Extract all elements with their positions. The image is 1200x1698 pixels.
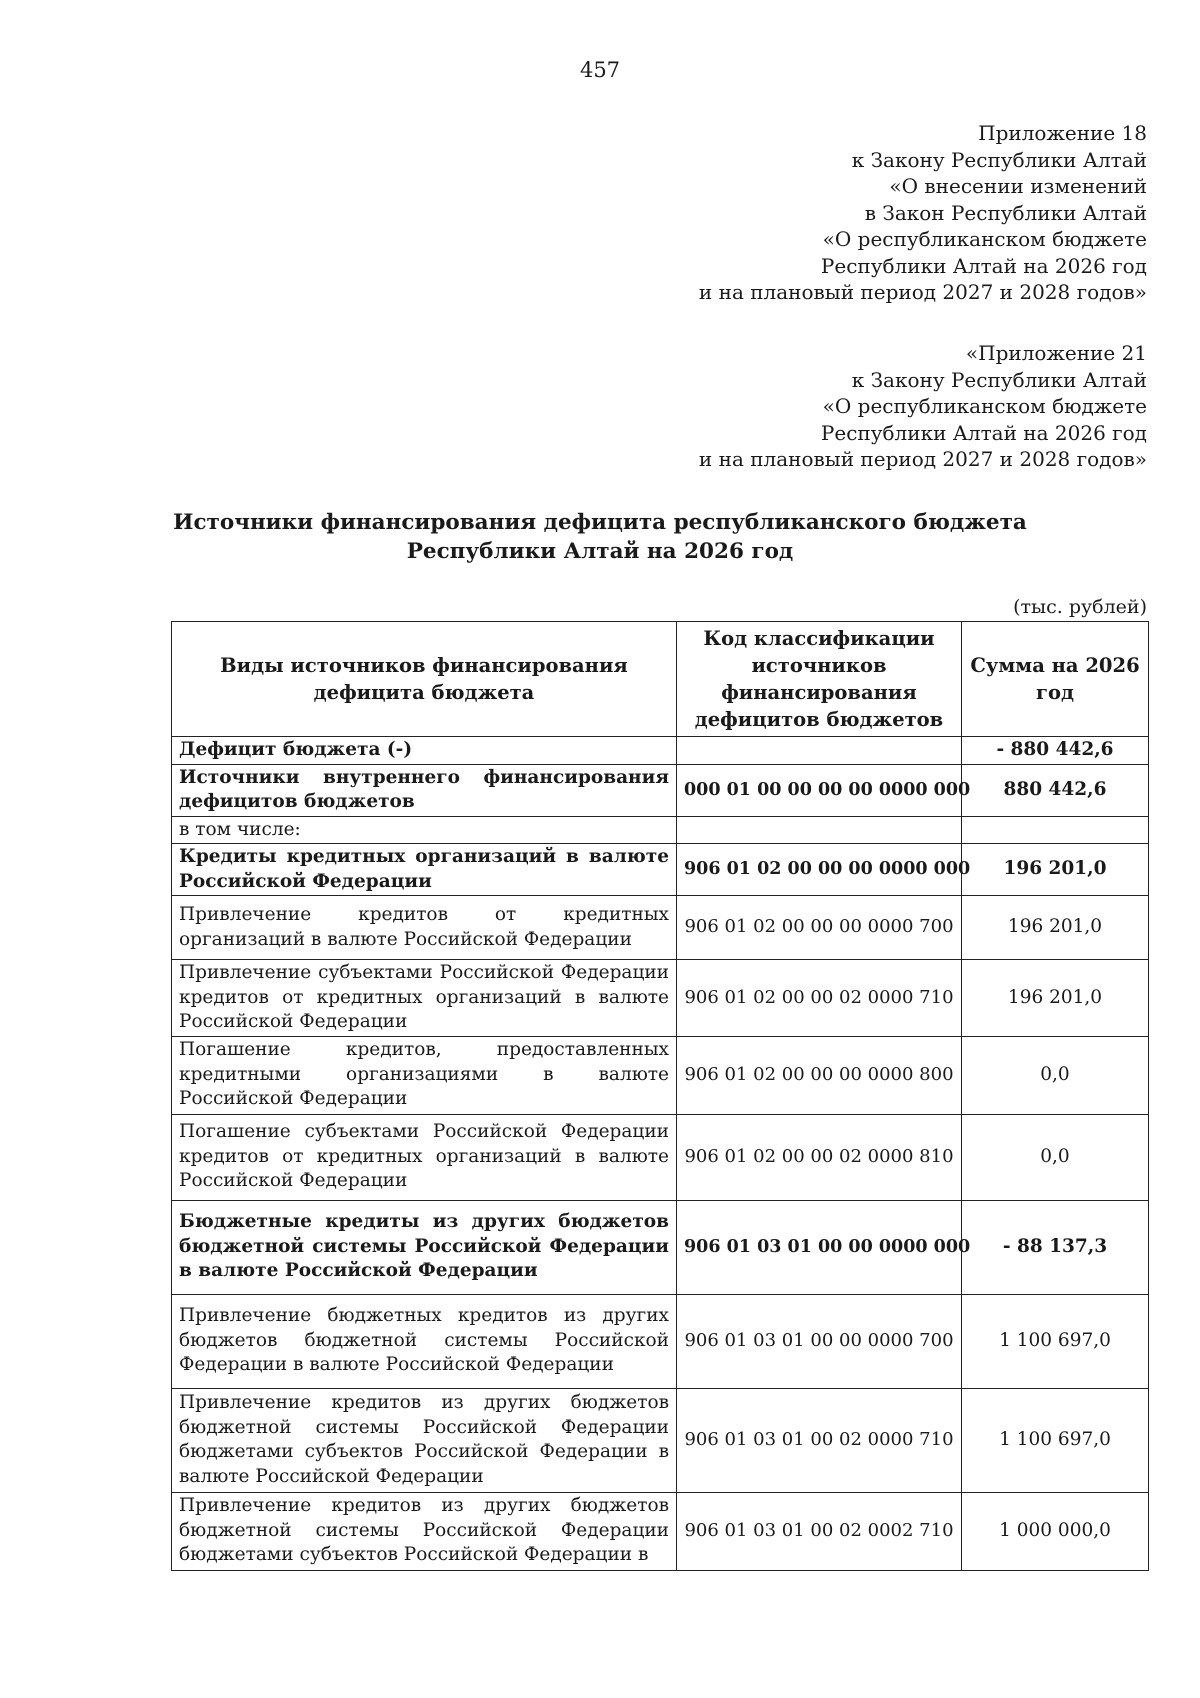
units-label: (тыс. рублей) <box>1013 596 1147 618</box>
financing-sources-table <box>171 621 1149 1571</box>
column-header-source-type: Виды источников финансирования дефицита бюджета <box>172 622 677 737</box>
amount-cell: 0,0 <box>962 1114 1149 1200</box>
table-body <box>172 737 1149 1571</box>
table-row <box>172 737 1149 765</box>
appendix-original-line: и на плановый период 2027 и 2028 годов» <box>698 447 1147 471</box>
amount-cell: 880 442,6 <box>962 764 1149 816</box>
table-header-row <box>172 622 1149 737</box>
classification-code-cell: 000 01 00 00 00 00 0000 000 <box>677 764 962 816</box>
appendix-current-line: в Закон Республики Алтай <box>864 200 1147 225</box>
appendix-current-line: Приложение 18 <box>978 121 1147 145</box>
amount-cell: 196 201,0 <box>962 844 1149 896</box>
table-row <box>172 1200 1149 1294</box>
source-name-cell: Привлечение кредитов из других бюджетов бюджетной системы Российской Федерации бюджетами субъектов Российской Федерации в валюте Российской Федерации <box>172 1388 677 1492</box>
table-row <box>172 960 1149 1037</box>
source-name-cell: Привлечение субъектами Российской Федерации кредитов от кредитных организаций в валюте Российской Федерации <box>172 960 677 1037</box>
classification-code-cell: 906 01 03 01 00 02 0000 710 <box>677 1388 962 1492</box>
amount-cell <box>962 816 1149 844</box>
appendix-current-line: и на плановый период 2027 и 2028 годов» <box>698 280 1147 304</box>
source-name-cell: Дефицит бюджета (-) <box>172 737 677 765</box>
appendix-original-heading <box>587 340 1147 473</box>
classification-code-cell: 906 01 02 00 00 02 0000 710 <box>677 960 962 1037</box>
amount-cell: - 880 442,6 <box>962 737 1149 765</box>
classification-code-cell: 906 01 02 00 00 02 0000 810 <box>677 1114 962 1200</box>
amount-cell: 0,0 <box>962 1036 1149 1114</box>
source-name-cell: Привлечение кредитов от кредитных организаций в валюте Российской Федерации <box>172 896 677 960</box>
source-name-cell: Бюджетные кредиты из других бюджетов бюджетной системы Российской Федерации в валюте Российской Федерации <box>172 1200 677 1294</box>
amount-cell: 1 100 697,0 <box>962 1388 1149 1492</box>
appendix-original-line: Республики Алтай на 2026 год <box>820 420 1147 445</box>
amount-cell: 196 201,0 <box>962 960 1149 1037</box>
classification-code-cell: 906 01 02 00 00 00 0000 800 <box>677 1036 962 1114</box>
appendix-original-line: к Закону Республики Алтай <box>851 367 1147 392</box>
table-row <box>172 1294 1149 1388</box>
table-row <box>172 844 1149 896</box>
classification-code-cell <box>677 737 962 765</box>
classification-code-cell: 906 01 02 00 00 00 0000 000 <box>677 844 962 896</box>
page-number: 457 <box>579 58 621 82</box>
source-name-cell: Источники внутреннего финансирования дефицитов бюджетов <box>172 764 677 816</box>
source-name-cell: Погашение кредитов, предоставленных кредитными организациями в валюте Российской Федерации <box>172 1036 677 1114</box>
amount-cell: - 88 137,3 <box>962 1200 1149 1294</box>
table-row <box>172 896 1149 960</box>
appendix-current-line: Республики Алтай на 2026 год <box>820 253 1147 278</box>
table-row <box>172 1492 1149 1570</box>
source-name-cell: в том числе: <box>172 816 677 844</box>
source-name-cell: Привлечение кредитов из других бюджетов бюджетной системы Российской Федерации бюджетами субъектов Российской Федерации в <box>172 1492 677 1570</box>
source-name-cell: Кредиты кредитных организаций в валюте Российской Федерации <box>172 844 677 896</box>
document-title-line: Республики Алтай на 2026 год <box>406 539 794 564</box>
appendix-current-line: «О внесении изменений <box>889 174 1147 198</box>
source-name-cell: Привлечение бюджетных кредитов из других бюджетов бюджетной системы Российской Федерации в валюте Российской Федерации <box>172 1294 677 1388</box>
table-row <box>172 764 1149 816</box>
classification-code-cell: 906 01 03 01 00 00 0000 700 <box>677 1294 962 1388</box>
amount-cell: 1 000 000,0 <box>962 1492 1149 1570</box>
appendix-current-line: к Закону Республики Алтай <box>851 147 1147 172</box>
column-header-amount: Сумма на 2026 год <box>962 622 1149 737</box>
appendix-current-line: «О республиканском бюджете <box>822 227 1147 251</box>
column-header-classification-code: Код классификации источников финансирования дефицитов бюджетов <box>677 622 962 737</box>
amount-cell: 1 100 697,0 <box>962 1294 1149 1388</box>
classification-code-cell: 906 01 03 01 00 00 0000 000 <box>677 1200 962 1294</box>
amount-cell: 196 201,0 <box>962 896 1149 960</box>
table-row <box>172 1114 1149 1200</box>
document-title-line: Источники финансирования дефицита республиканского бюджета <box>173 510 1027 535</box>
appendix-original-line: «О республиканском бюджете <box>822 394 1147 418</box>
appendix-original-line: «Приложение 21 <box>965 341 1147 365</box>
table-row <box>172 816 1149 844</box>
appendix-current-heading <box>587 120 1147 306</box>
classification-code-cell: 906 01 02 00 00 00 0000 700 <box>677 896 962 960</box>
table-row <box>172 1036 1149 1114</box>
source-name-cell: Погашение субъектами Российской Федерации кредитов от кредитных организаций в валюте Российской Федерации <box>172 1114 677 1200</box>
table-row <box>172 1388 1149 1492</box>
classification-code-cell <box>677 816 962 844</box>
document-title <box>0 508 1200 566</box>
classification-code-cell: 906 01 03 01 00 02 0002 710 <box>677 1492 962 1570</box>
